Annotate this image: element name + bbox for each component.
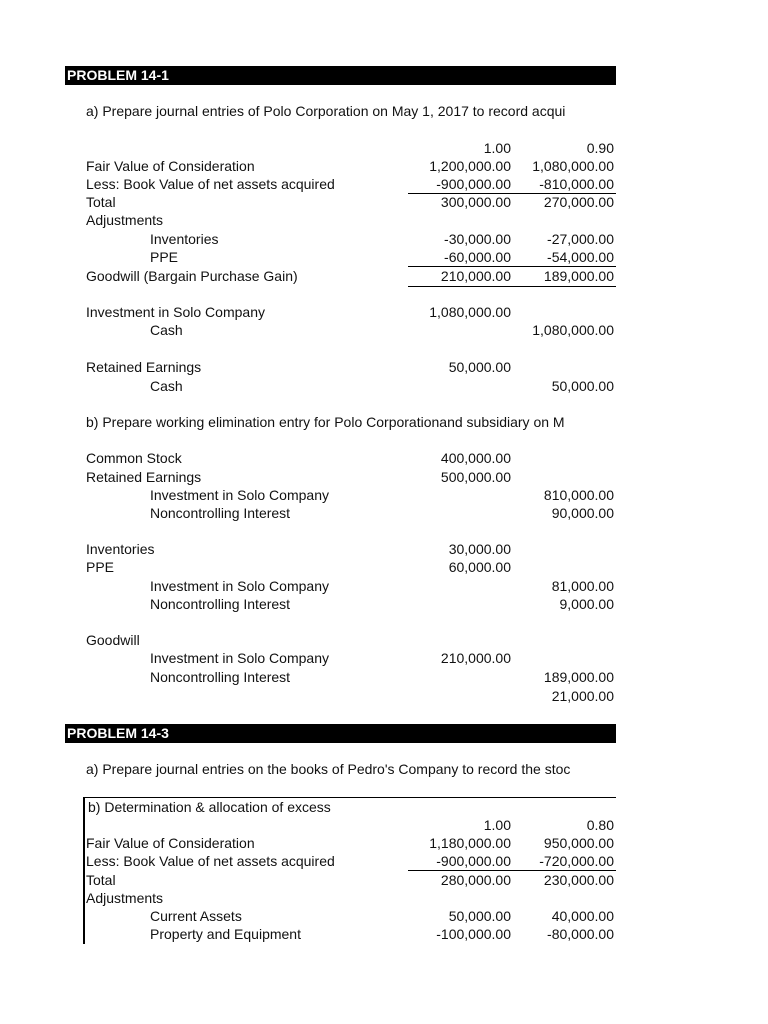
p1-e3-investment-value: 189,000.00 [543, 669, 614, 685]
p1-fv-label: Fair Value of Consideration [86, 158, 255, 174]
p1-e2-investment-value: 81,000.00 [551, 578, 614, 594]
p1-col-header-2: 0.90 [586, 140, 614, 156]
p1-e1-nci-value: 90,000.00 [551, 505, 614, 521]
p1-e3-nci-label: Noncontrolling Interest [150, 669, 291, 685]
p1-goodwill-bottom-rule [408, 286, 616, 287]
p3-fv-label: Fair Value of Consideration [86, 835, 255, 851]
p3-bv-label: Less: Book Value of net assets acquired [86, 853, 335, 869]
p3-property-equipment-value-2: -80,000.00 [547, 926, 614, 942]
p1-e1-nci-label: Noncontrolling Interest [150, 505, 291, 521]
p1-bv-label: Less: Book Value of net assets acquired [86, 176, 335, 192]
p1-ppe-value-2: -54,000.00 [547, 249, 614, 265]
p1-je1-debit-value: 1,080,000.00 [429, 304, 511, 320]
p1-e1-retained-earnings-value: 500,000.00 [440, 469, 511, 485]
p1-bv-value-1: -900,000.00 [436, 176, 511, 192]
p1-e2-nci-label: Noncontrolling Interest [150, 596, 291, 612]
p1-je2-credit-value: 50,000.00 [551, 378, 614, 394]
p1-e3-investment-label: Investment in Solo Company [150, 650, 329, 666]
p1-je2-debit-value: 50,000.00 [448, 359, 511, 375]
p1-e1-investment-label: Investment in Solo Company [150, 487, 329, 503]
p3-col-header-1: 1.00 [483, 817, 511, 833]
p1-je1-credit-value: 1,080,000.00 [532, 322, 614, 338]
p3-part-a-instruction: a) Prepare journal entries on the books of Pedro's Company to record the stoc [86, 761, 571, 777]
p1-fv-value-1: 1,200,000.00 [429, 158, 511, 174]
p1-je1-credit-label: Cash [150, 322, 183, 338]
p1-goodwill-value-1: 210,000.00 [440, 268, 511, 284]
p1-e3-nci-value: 21,000.00 [551, 688, 614, 704]
p1-e3-goodwill-label: Goodwill [86, 632, 140, 648]
p1-e1-investment-value: 810,000.00 [543, 487, 614, 503]
p3-property-equipment-value-1: -100,000.00 [436, 926, 511, 942]
p1-ppe-value-1: -60,000.00 [444, 249, 511, 265]
p1-fv-value-2: 1,080,000.00 [532, 158, 614, 174]
p1-e2-nci-value: 9,000.00 [559, 596, 614, 612]
p1-adjustments-label: Adjustments [86, 212, 164, 228]
p3-part-b-header: b) Determination & allocation of excess [88, 799, 331, 815]
p3-current-assets-label: Current Assets [150, 908, 242, 924]
p1-e2-investment-label: Investment in Solo Company [150, 578, 329, 594]
p1-inventories-label: Inventories [150, 231, 219, 247]
p1-e1-common-stock-label: Common Stock [86, 450, 182, 466]
p1-je2-credit-label: Cash [150, 378, 183, 394]
p3-fv-value-2: 950,000.00 [543, 835, 614, 851]
p1-je1-debit-label: Investment in Solo Company [86, 304, 265, 320]
p3-total-value-1: 280,000.00 [440, 872, 511, 888]
p1-e2-ppe-label: PPE [86, 559, 115, 575]
p3-bv-value-1: -900,000.00 [436, 853, 511, 869]
p1-e2-ppe-value: 60,000.00 [448, 559, 511, 575]
p1-total-value-2: 270,000.00 [543, 194, 614, 210]
p1-inventories-value-2: -27,000.00 [547, 231, 614, 247]
problem-14-3-title: PROBLEM 14-3 [65, 724, 616, 743]
p1-total-value-1: 300,000.00 [440, 194, 511, 210]
p1-e1-common-stock-value: 400,000.00 [440, 450, 511, 466]
p3-current-assets-value-1: 50,000.00 [448, 908, 511, 924]
p1-goodwill-label: Goodwill (Bargain Purchase Gain) [86, 268, 298, 284]
p3-adjustments-label: Adjustments [86, 890, 164, 906]
p3-property-equipment-label: Property and Equipment [150, 926, 301, 942]
p1-e2-inventories-value: 30,000.00 [448, 541, 511, 557]
p1-e1-retained-earnings-label: Retained Earnings [86, 469, 202, 485]
p1-goodwill-value-2: 189,000.00 [543, 268, 614, 284]
p1-part-a-instruction: a) Prepare journal entries of Polo Corporation on May 1, 2017 to record acqui [86, 103, 566, 119]
p1-total-label: Total [86, 194, 116, 210]
p1-je2-debit-label: Retained Earnings [86, 359, 202, 375]
p1-inventories-value-1: -30,000.00 [444, 231, 511, 247]
p1-ppe-label: PPE [150, 249, 179, 265]
p1-col-header-1: 1.00 [483, 140, 511, 156]
p3-current-assets-value-2: 40,000.00 [551, 908, 614, 924]
p3-box-left-border [83, 797, 85, 944]
p3-fv-value-1: 1,180,000.00 [429, 835, 511, 851]
p3-total-label: Total [86, 872, 116, 888]
p1-e2-inventories-label: Inventories [86, 541, 155, 557]
p3-col-header-2: 0.80 [586, 817, 614, 833]
p3-total-value-2: 230,000.00 [543, 872, 614, 888]
p3-bv-value-2: -720,000.00 [539, 853, 614, 869]
p1-e3-goodwill-value: 210,000.00 [440, 650, 511, 666]
p1-part-b-instruction: b) Prepare working elimination entry for Polo Corporationand subsidiary on M [86, 414, 565, 430]
problem-14-1-title: PROBLEM 14-1 [65, 66, 616, 85]
p1-bv-value-2: -810,000.00 [539, 176, 614, 192]
